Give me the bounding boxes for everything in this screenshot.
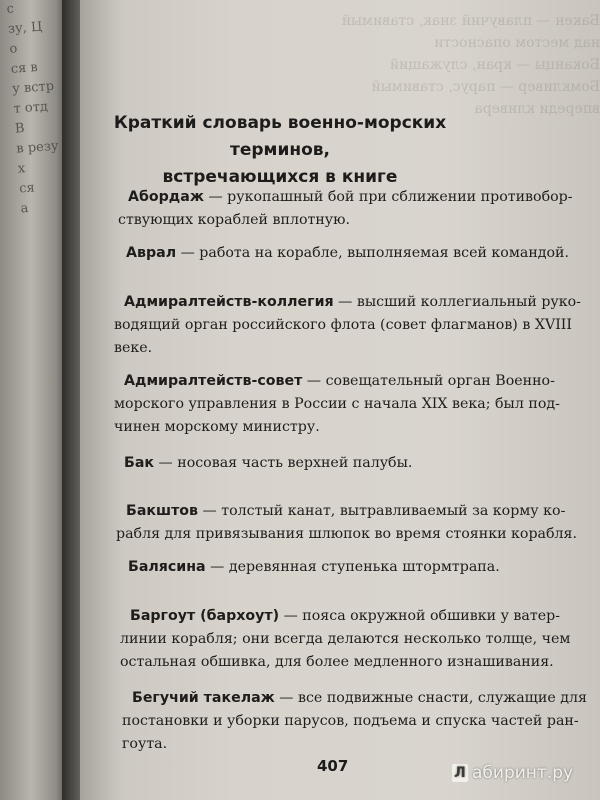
labirint-logo-icon: Л xyxy=(452,764,468,782)
entry-definition: — носовая часть верхней палубы. xyxy=(154,455,413,471)
entry-definition-line: чинен морскому министру. xyxy=(114,419,320,435)
entry-definition: — совещательный орган Военно- xyxy=(302,373,555,389)
entry-definition-line: гоута. xyxy=(122,736,168,752)
left-page-edge xyxy=(0,0,70,800)
glossary-entry xyxy=(122,687,587,756)
watermark-text: абиринт.ру xyxy=(472,763,574,783)
entry-definition-line: ствующих кораблей вплотную. xyxy=(118,212,351,228)
entry-definition: — пояса окружной обшивки у ватер- xyxy=(279,608,560,624)
glossary-entry xyxy=(120,605,571,674)
glossary-entry xyxy=(124,452,412,475)
glossary-entry xyxy=(114,370,560,439)
entry-definition: — рукопашный бой при сближении противобор- xyxy=(203,189,573,205)
entry-definition-line: водящий орган российского флота (совет флагманов) в XVIII xyxy=(114,317,573,333)
glossary-entry xyxy=(126,242,569,265)
glossary-title: Краткий словарь военно-морских терминов, встречающихся в книге xyxy=(113,113,447,187)
entry-term: Абордаж xyxy=(128,189,204,205)
watermark xyxy=(452,763,573,783)
glossary-entry xyxy=(116,500,578,546)
entry-definition: — высший коллегиальный руко- xyxy=(333,294,581,310)
entry-term: Бакштов xyxy=(126,503,199,519)
entry-definition-line: постановки и уборки парусов, подъема и спуска частей ран- xyxy=(122,713,579,729)
entry-definition: — толстый канат, вытравливаемый за корму ко- xyxy=(198,503,566,519)
entry-definition-line: веке. xyxy=(114,340,153,356)
entry-term: Аврал xyxy=(126,245,177,261)
page-number: 407 xyxy=(317,757,349,775)
entry-term: Балясина xyxy=(128,559,206,575)
glossary-entry xyxy=(118,186,573,232)
show-through-text: Бакен — плавучий знак, ставимый над местом опасности Боканцы — кран, служащий Бомкливер — парус, ставимый впереди кливера xyxy=(341,13,600,117)
glossary-entry xyxy=(114,291,581,360)
glossary-entry xyxy=(128,556,500,579)
entry-term: Баргоут (бархоут) xyxy=(130,608,280,624)
entry-definition-line: морского управления в России с начала XIX века; был под- xyxy=(114,396,560,412)
left-page-fragment: с зу, Ц о ся в у встр т отд В в резу х ся а xyxy=(6,1,60,217)
entry-definition: — деревянная ступенька штормтрапа. xyxy=(205,559,500,575)
entry-term: Бак xyxy=(124,455,155,471)
entry-term: Адмиралтейств-коллегия xyxy=(124,294,334,310)
entry-definition-line: остальная обшивка, для более медленного изнашивания. xyxy=(120,654,554,670)
entry-term: Бегучий такелаж xyxy=(132,690,275,706)
entry-definition-line: линии корабля; они всегда делаются несколько толще, чем xyxy=(120,631,571,647)
book-page xyxy=(80,0,600,800)
entry-definition: — все подвижные снасти, служащие для xyxy=(274,690,587,706)
entry-definition-line: рабля для привязывания шлюпок во время стоянки корабля. xyxy=(116,526,578,542)
entry-term: Адмиралтейств-совет xyxy=(124,373,303,389)
entry-definition: — работа на корабле, выполняемая всей командой. xyxy=(176,245,570,261)
